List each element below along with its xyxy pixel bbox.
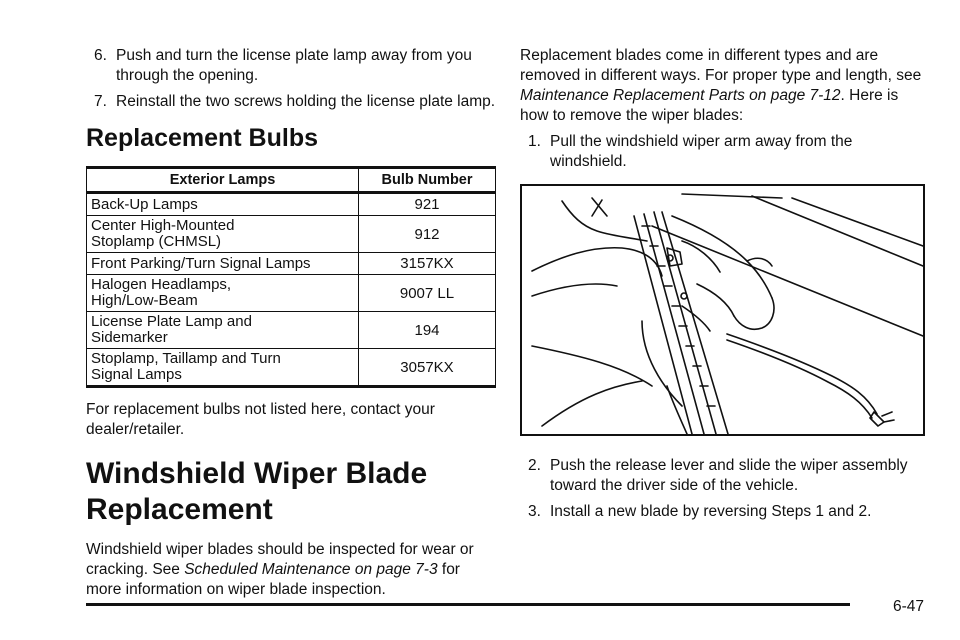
table-row <box>87 193 496 216</box>
lamp-cell <box>87 275 359 312</box>
lamp-cell <box>87 312 359 349</box>
step-text: Pull the windshield wiper arm away from the windshield. <box>550 133 853 170</box>
bulb-cell: 194 <box>359 312 496 349</box>
lamp-text: License Plate Lamp and Sidemarker <box>91 313 252 346</box>
steps-after <box>520 456 925 522</box>
bulb-cell: 3157KX <box>359 253 496 275</box>
step-number: 1. <box>528 133 541 150</box>
wiper-blade-heading: Windshield Wiper Blade Replacement <box>86 457 428 526</box>
lamp-cell: Front Parking/Turn Signal Lamps <box>87 253 359 275</box>
right-column <box>520 46 925 528</box>
step-number: 7. <box>94 93 107 110</box>
footer-rule <box>86 603 850 606</box>
blade-intro-text-end: . Here is how to remove the wiper blades: <box>520 87 899 124</box>
left-column <box>86 46 496 600</box>
step-6 <box>86 46 496 86</box>
step-number: 3. <box>528 503 541 520</box>
table-row <box>87 216 496 253</box>
table-row <box>87 349 496 387</box>
steps-top <box>86 46 496 112</box>
blade-intro-text: Replacement blades come in different types and are removed in different ways. For proper type and length, see <box>520 47 922 84</box>
column-header-bulb-number: Bulb Number <box>359 168 496 193</box>
bulb-table <box>86 166 496 388</box>
table-row <box>87 253 496 275</box>
wiper-intro <box>86 540 496 600</box>
bulb-note: For replacement bulbs not listed here, contact your dealer/retailer. <box>86 401 435 438</box>
blade-types-intro <box>520 46 925 126</box>
step-number: 6. <box>94 47 107 64</box>
lamp-cell <box>87 216 359 253</box>
bulb-cell: 912 <box>359 216 496 253</box>
table-row <box>87 275 496 312</box>
lamp-text: Center High-Mounted Stoplamp (CHMSL) <box>91 217 235 250</box>
step-text: Install a new blade by reversing Steps 1 and 2. <box>550 503 872 520</box>
replacement-bulbs-heading: Replacement Bulbs <box>86 124 319 152</box>
step-3 <box>520 502 925 522</box>
table-row <box>87 312 496 349</box>
step-text: Push the release lever and slide the wiper assembly toward the driver side of the vehicle. <box>550 457 908 494</box>
bulb-cell: 921 <box>359 193 496 216</box>
lamp-cell: Back-Up Lamps <box>87 193 359 216</box>
column-header-lamps: Exterior Lamps <box>87 168 359 193</box>
wiper-intro-text: Windshield wiper blades should be inspected for wear or cracking. See <box>86 541 474 578</box>
page-number: 6-47 <box>892 598 924 615</box>
wiper-removal-illustration <box>520 184 925 436</box>
replacement-parts-link[interactable]: Maintenance Replacement Parts on page 7-12 <box>520 87 841 104</box>
steps-step1 <box>520 132 925 172</box>
scheduled-maintenance-link[interactable]: Scheduled Maintenance on page 7-3 <box>184 561 438 578</box>
wiper-intro-text-end: for more information on wiper blade inspection. <box>86 561 460 598</box>
step-7 <box>86 92 496 112</box>
bulb-cell: 3057KX <box>359 349 496 387</box>
step-number: 2. <box>528 457 541 474</box>
step-1 <box>520 132 925 172</box>
table-header-row <box>87 168 496 193</box>
step-text: Push and turn the license plate lamp away from you through the opening. <box>116 47 472 84</box>
lamp-cell <box>87 349 359 387</box>
bulb-cell: 9007 LL <box>359 275 496 312</box>
wiper-arm-drawing <box>522 186 923 434</box>
lamp-text: Stoplamp, Taillamp and Turn Signal Lamps <box>91 350 281 383</box>
step-2 <box>520 456 925 496</box>
step-text: Reinstall the two screws holding the license plate lamp. <box>116 93 496 110</box>
lamp-text: Halogen Headlamps, High/Low-Beam <box>91 276 232 309</box>
